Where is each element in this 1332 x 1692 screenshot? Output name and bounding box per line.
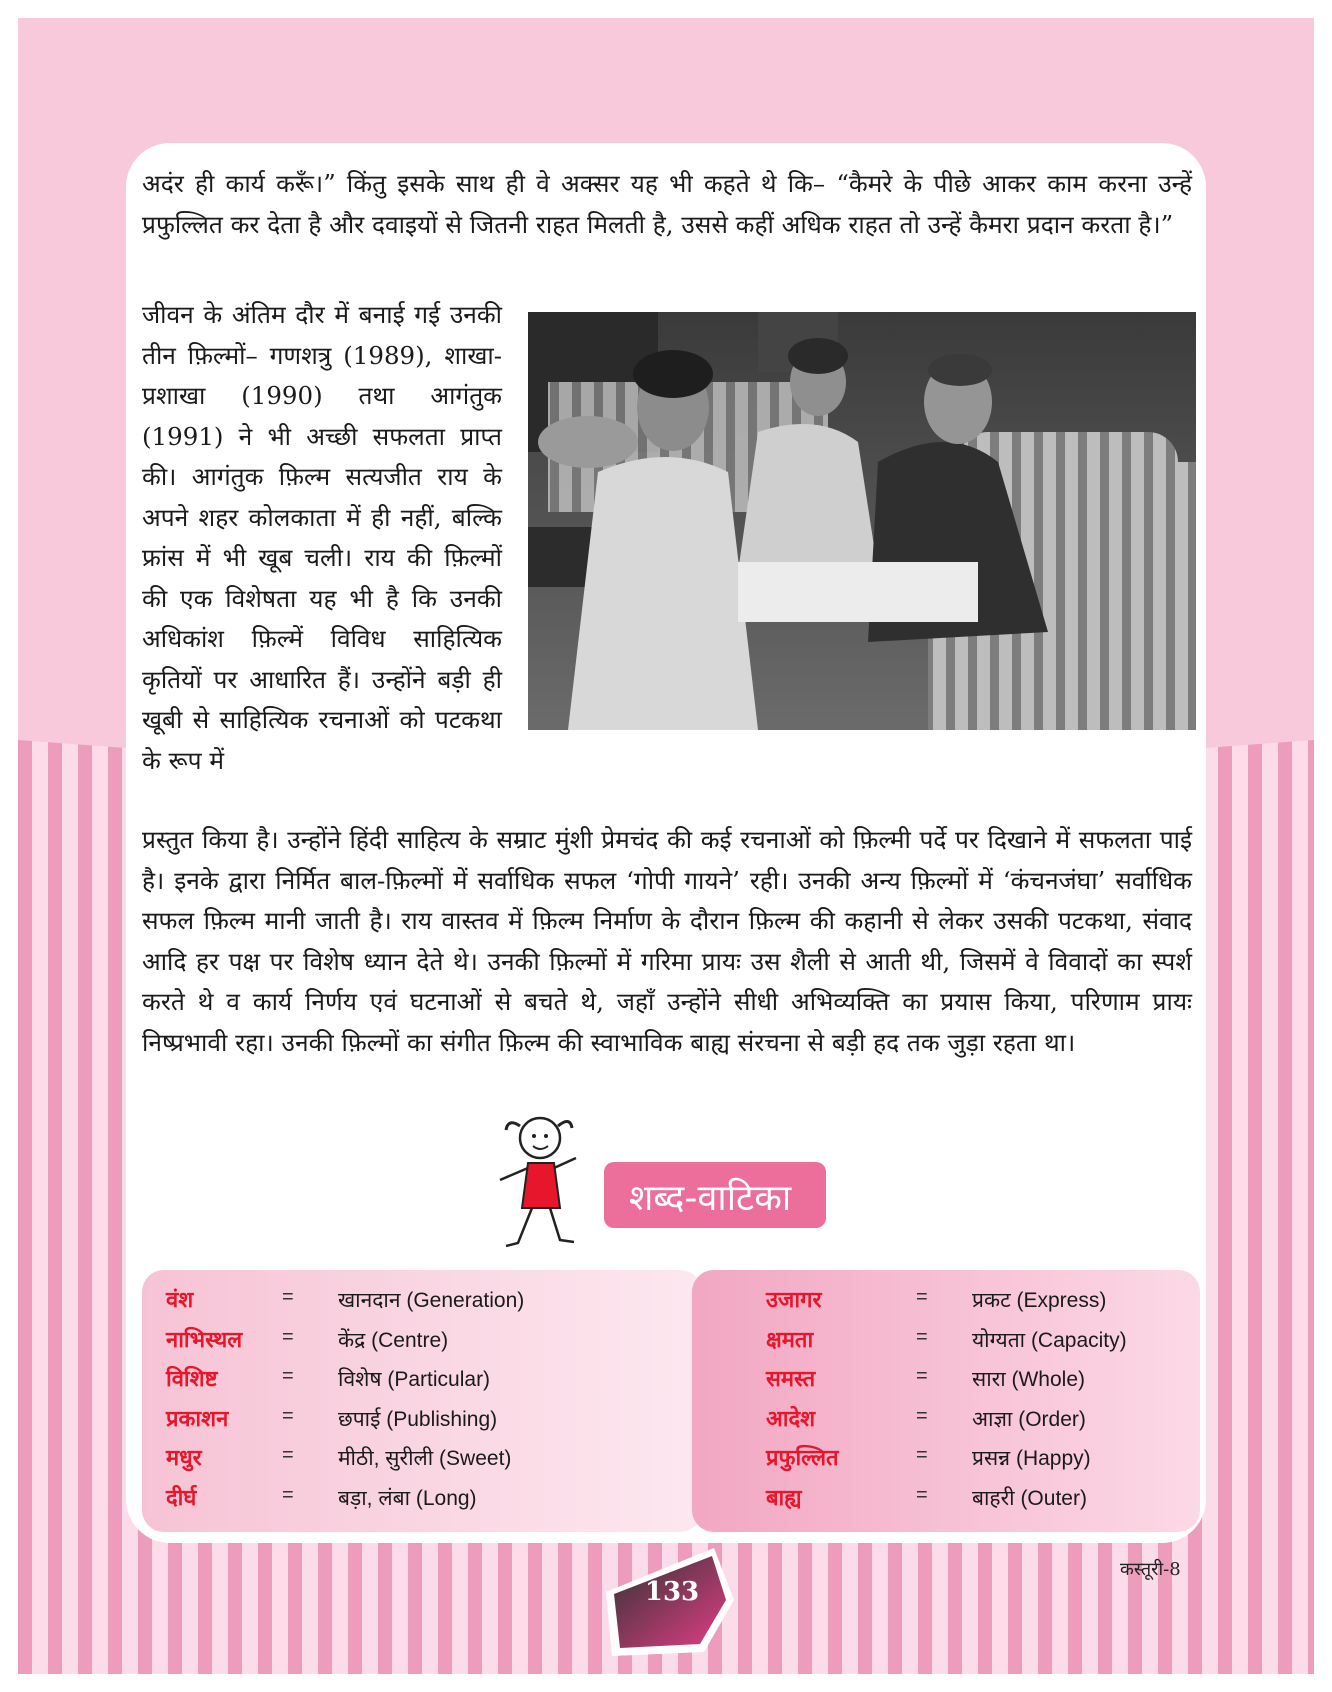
vocab-meaning: सारा (Whole) — [972, 1368, 1086, 1391]
vocab-list-right — [692, 1284, 1200, 1521]
vocab-row — [692, 1284, 1200, 1324]
paragraph-literary-adaptations: प्रस्तुत किया है। उन्होंने हिंदी साहित्य के सम्राट मुंशी प्रेमचंद की कई रचनाओं को फ़िल्मी पर्दे पर दिखाने में सफलता पाई है। इनके द्वारा निर्मित बाल-फ़िल्मों में सर्वाधिक सफल ‘गोपी गायने’ रही। उनकी अन्य फ़िल्मों में ‘कंचनजंघा’ सर्वाधिक सफल फ़िल्म मानी जाती है। राय वास्तव में फ़िल्म निर्माण के दौरान फ़िल्म की कहानी से लेकर उसकी पटकथा, संवाद आदि हर पक्ष पर विशेष ध्यान देते थे। उनकी फ़िल्मों में गरिमा प्रायः उस शैली से आती थी, जिसमें वे विवादों का स्पर्श करते थे व कार्य निर्णय एवं घटनाओं से बचते थे, जहाँ उन्होंने सीधी अभिव्यक्ति का प्रयास किया, परिणाम प्रायः निष्प्रभावी रहा। उनकी फ़िल्मों का संगीत फ़िल्म की स्वाभाविक बाह्य संरचना से बड़ी हद तक जुड़ा रहता था। — [142, 825, 1192, 1057]
vocab-row — [142, 1363, 702, 1403]
vocab-equals: = — [282, 1286, 294, 1308]
vocab-row — [692, 1363, 1200, 1403]
vocab-box-left — [142, 1270, 702, 1532]
vocab-word: बाह्य — [766, 1485, 802, 1511]
vocab-meaning: आज्ञा (Order) — [972, 1407, 1086, 1431]
vocab-row — [692, 1442, 1200, 1482]
page-number: 133 — [644, 1577, 700, 1607]
vocab-meaning: खानदान (Generation) — [338, 1289, 525, 1312]
vocab-equals: = — [916, 1325, 928, 1348]
vocab-word: समस्त — [766, 1367, 816, 1392]
vocab-word: नाभिस्थल — [166, 1327, 243, 1353]
paragraph-late-films: जीवन के अंतिम दौर में बनाई गई उनकी तीन फ़िल्मों– गणशत्रु (1989), शाखा-प्रशाखा (1990) तथा आगंतुक (1991) ने भी अच्छी सफलता प्राप्त की। आगंतुक फ़िल्म सत्यजीत राय के अपने शहर कोलकाता में ही नहीं, बल्कि फ्रांस में भी खूब चली। राय की फ़िल्मों की एक विशेषता यह भी है कि उनकी अधिकांश फ़िल्में विविध साहित्यिक कृतियों पर आधारित हैं। उन्होंने बड़ी ही खूबी से साहित्यिक रचनाओं को पटकथा के रूप में — [142, 300, 502, 775]
vocab-row — [142, 1284, 702, 1324]
vocab-row — [692, 1324, 1200, 1364]
vocab-box-right — [692, 1270, 1200, 1532]
vocab-meaning: मीठी, सुरीली (Sweet) — [338, 1447, 512, 1470]
film-still-illustration — [528, 312, 1196, 730]
vocab-row — [142, 1324, 702, 1364]
vocab-equals: = — [282, 1325, 294, 1348]
vocab-equals: = — [916, 1286, 928, 1308]
vocab-meaning: केंद्र (Centre) — [338, 1328, 449, 1352]
vocab-meaning: विशेष (Particular) — [338, 1368, 491, 1391]
paragraph-intro: अदंर ही कार्य करूँ।” किंतु इसके साथ ही वे अक्सर यह भी कहते थे कि– “कैमरे के पीछे आकर काम करना उन्हें प्रफुल्लित कर देता है और दवाइयों से जितनी राहत मिलती है, उससे कहीं अधिक राहत तो उन्हें कैमरा प्रदान करता है।” — [142, 169, 1192, 239]
vocab-row — [692, 1403, 1200, 1443]
vocab-word: प्रफुल्लित — [766, 1446, 839, 1471]
vocab-equals: = — [916, 1365, 928, 1387]
vocab-equals: = — [916, 1483, 928, 1506]
vocab-word: दीर्घ — [166, 1485, 197, 1511]
vocab-row — [142, 1442, 702, 1482]
vocab-word: आदेश — [766, 1406, 816, 1432]
vocab-equals: = — [282, 1444, 294, 1466]
vocab-equals: = — [282, 1365, 294, 1387]
vocab-word: वंश — [166, 1288, 194, 1313]
vocab-equals: = — [916, 1444, 928, 1466]
vocab-row — [142, 1403, 702, 1443]
book-label: कस्तूरी-8 — [1120, 1559, 1181, 1580]
vocab-word: मधुर — [166, 1446, 202, 1471]
vocab-word: विशिष्ट — [166, 1367, 218, 1392]
vocab-meaning: प्रकट (Express) — [972, 1289, 1107, 1312]
vocab-equals: = — [916, 1404, 928, 1427]
vocab-equals: = — [282, 1483, 294, 1506]
vocab-word: क्षमता — [766, 1327, 814, 1353]
vocab-meaning: बाहरी (Outer) — [972, 1486, 1087, 1510]
vocab-row — [142, 1482, 702, 1522]
vocab-equals: = — [282, 1404, 294, 1427]
vocab-meaning: प्रसन्न (Happy) — [972, 1447, 1091, 1470]
vocab-meaning: योग्यता (Capacity) — [972, 1328, 1127, 1352]
vocab-meaning: बड़ा, लंबा (Long) — [338, 1486, 477, 1510]
vocab-row — [692, 1482, 1200, 1522]
vocab-word: प्रकाशन — [166, 1406, 229, 1432]
vocab-section-title: शब्द-वाटिका — [628, 1178, 792, 1219]
girl-mascot-icon — [488, 1108, 588, 1258]
vocab-word: उजागर — [766, 1288, 822, 1313]
vocab-meaning: छपाई (Publishing) — [338, 1407, 498, 1431]
film-still-photo — [528, 312, 1196, 730]
vocab-list-left — [142, 1284, 702, 1521]
